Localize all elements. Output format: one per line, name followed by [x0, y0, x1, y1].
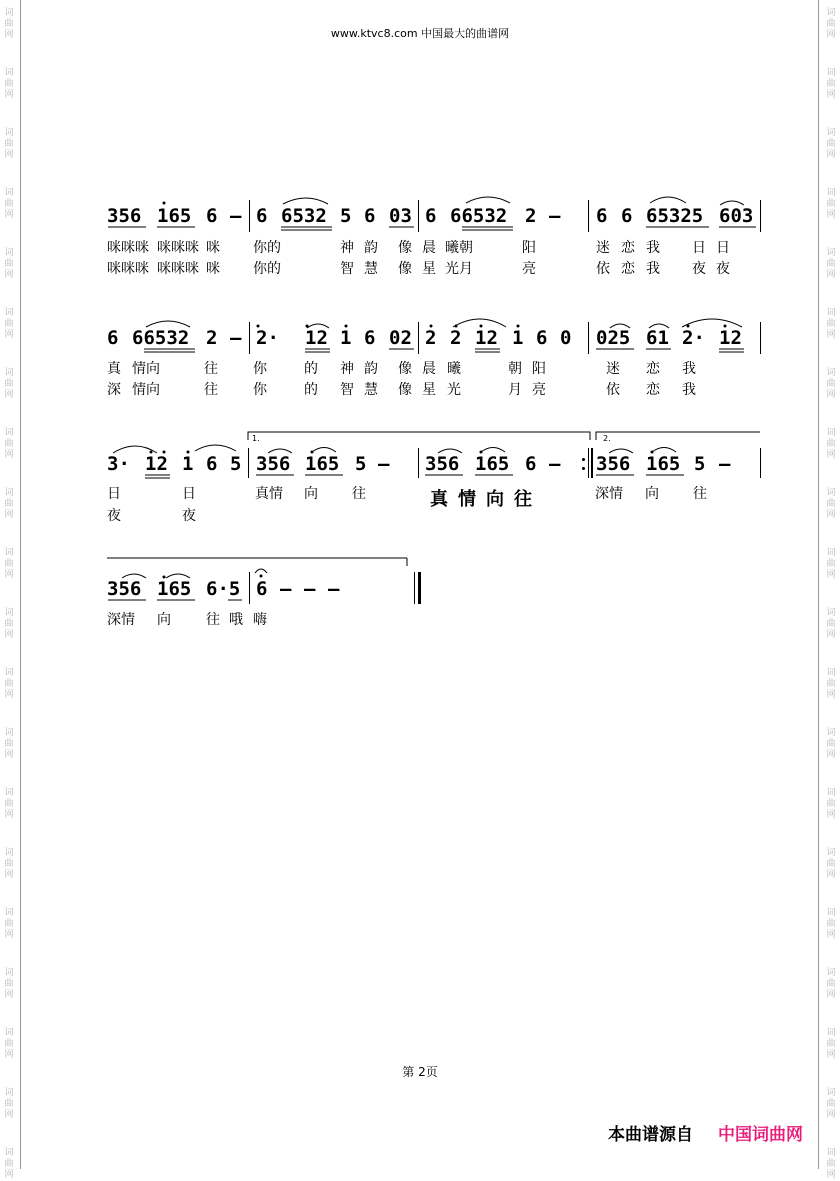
note: 6 — [621, 205, 633, 227]
note: 5 — [694, 453, 706, 475]
note: – — [230, 205, 242, 227]
watermark-glyph-stack: 词 曲 网 — [4, 1028, 14, 1060]
note: 6·5 — [206, 578, 241, 600]
watermark-glyph-stack: 词 曲 网 — [4, 1148, 14, 1180]
lyric: 依 — [606, 382, 620, 398]
lyric: 亮 — [522, 261, 536, 277]
lyric: 智 — [340, 382, 354, 398]
lyric: 往 — [352, 486, 366, 502]
lyric: 深 — [107, 382, 121, 398]
watermark-glyph-stack: 词 曲 网 — [4, 8, 14, 40]
lyric: 往 — [204, 382, 218, 398]
watermark-glyph-stack: 词 曲 网 — [826, 1088, 836, 1120]
watermark-glyph-stack: 词 曲 网 — [4, 908, 14, 940]
note: 6 — [525, 453, 537, 475]
watermark-glyph-stack: 词 曲 网 — [4, 188, 14, 220]
watermark-glyph-stack: 词 曲 网 — [4, 1088, 14, 1120]
lyric: 嗨 — [253, 612, 267, 628]
note: 2 — [206, 327, 218, 349]
lyric: 向 — [157, 612, 171, 628]
lyric: 日 — [182, 486, 196, 502]
lyric: 夜 — [716, 261, 730, 277]
watermark-glyph-stack: 词 曲 网 — [4, 848, 14, 880]
note: 6 — [107, 327, 119, 349]
page-number: 第 2页 — [402, 1065, 438, 1079]
lyric: 像 — [398, 382, 412, 398]
lyric: 智 — [340, 261, 354, 277]
note: 12 — [145, 453, 168, 475]
watermark-glyph-stack: 词 曲 网 — [826, 188, 836, 220]
note: 1 — [182, 453, 194, 475]
note: 165 — [475, 453, 510, 475]
watermark-glyph-stack: 词 曲 网 — [4, 68, 14, 100]
note: 6 — [256, 578, 268, 600]
lyric: 你 — [253, 382, 267, 398]
watermark-glyph-stack: 词 曲 网 — [4, 128, 14, 160]
watermark-glyph-stack: 词 曲 网 — [826, 128, 836, 160]
note: 165 — [157, 205, 192, 227]
note: 2 — [450, 327, 462, 349]
watermark-glyph-stack: 词 曲 网 — [826, 428, 836, 460]
watermark-glyph-stack: 词 曲 网 — [826, 548, 836, 580]
note: – — [328, 578, 340, 600]
lyric: 像 — [398, 361, 412, 377]
header-site-line: www.ktvc8.com 中国最大的曲谱网 — [330, 27, 510, 40]
note: 356 — [256, 453, 291, 475]
watermark-glyph-stack: 词 曲 网 — [4, 968, 14, 1000]
lyric: 咪 — [206, 261, 220, 277]
lyric: 我 — [682, 361, 696, 377]
watermark-glyph-stack: 词 曲 网 — [4, 368, 14, 400]
watermark-glyph-stack: 词 曲 网 — [4, 488, 14, 520]
lyric: 你 — [253, 361, 267, 377]
note: 61 — [646, 327, 669, 349]
lyric: 光月 — [445, 261, 473, 277]
note: 12 — [305, 327, 328, 349]
watermark-glyph-stack: 词 曲 网 — [826, 1028, 836, 1060]
lyric: 深情 — [595, 486, 623, 502]
lyric: 恋 — [646, 382, 660, 398]
lyric: 晨 — [422, 361, 436, 377]
lyric: 像 — [398, 261, 412, 277]
note: 03 — [389, 205, 412, 227]
lyric: 往 — [204, 361, 218, 377]
note: – — [549, 205, 561, 227]
watermark-glyph-stack: 词 曲 网 — [826, 1148, 836, 1180]
lyric: 往 — [693, 486, 707, 502]
lyric: 情向 — [132, 361, 160, 377]
note: – — [378, 453, 390, 475]
note: 65325 — [646, 205, 704, 227]
note: 66532 — [450, 205, 508, 227]
lyric: 星 — [422, 261, 436, 277]
lyric: 韵 — [364, 240, 378, 256]
lyric: 往 — [206, 612, 220, 628]
note: 0 — [560, 327, 572, 349]
lyric: 夜 — [182, 508, 196, 524]
lyric: 我 — [682, 382, 696, 398]
lyric: 恋 — [621, 261, 635, 277]
watermark-glyph-stack: 词 曲 网 — [4, 428, 14, 460]
note: 12 — [719, 327, 742, 349]
watermark-glyph-stack: 词 曲 网 — [826, 68, 836, 100]
note: 5 — [340, 205, 352, 227]
lyric: 我 — [646, 261, 660, 277]
note: – — [304, 578, 316, 600]
volta-1-label: 1. — [252, 434, 260, 443]
lyric: 日 — [692, 240, 706, 256]
note: 5 — [230, 453, 242, 475]
note: – — [549, 453, 561, 475]
watermark-glyph-stack: 词 曲 网 — [826, 728, 836, 760]
lyric: 的 — [304, 361, 318, 377]
source-label: 本曲谱源自 — [608, 1125, 693, 1145]
note: 2 — [425, 327, 437, 349]
watermark-glyph-stack: 词 曲 网 — [4, 728, 14, 760]
lyric: 咪咪咪 — [107, 261, 149, 277]
note: 02 — [389, 327, 412, 349]
lyric: 哦 — [229, 612, 243, 628]
lyric: 神 — [340, 240, 354, 256]
note: 356 — [107, 205, 142, 227]
watermark-glyph-stack: 词 曲 网 — [826, 668, 836, 700]
lyric: 你的 — [253, 261, 281, 277]
watermark-glyph-stack: 词 曲 网 — [826, 968, 836, 1000]
note: 5 — [355, 453, 367, 475]
lyric: 亮 — [532, 382, 546, 398]
lyric: 日 — [107, 486, 121, 502]
lyric: 夜 — [107, 508, 121, 524]
lyric: 月 — [508, 382, 522, 398]
watermark-glyph-stack: 词 曲 网 — [4, 788, 14, 820]
watermark-glyph-stack: 词 曲 网 — [826, 908, 836, 940]
watermark-glyph-stack: 词 曲 网 — [826, 248, 836, 280]
note: 356 — [107, 578, 142, 600]
watermark-glyph-stack: 词 曲 网 — [826, 308, 836, 340]
watermark-glyph-stack: 词 曲 网 — [4, 548, 14, 580]
watermark-glyph-stack: 词 曲 网 — [826, 488, 836, 520]
note: 2 — [525, 205, 537, 227]
lyric: 情向 — [132, 382, 160, 398]
note: 603 — [719, 205, 754, 227]
note: 6 — [425, 205, 437, 227]
note: 6 — [206, 453, 218, 475]
lyric: 咪咪咪 — [157, 240, 199, 256]
note: 165 — [157, 578, 192, 600]
note: 165 — [305, 453, 340, 475]
note: 1 — [512, 327, 524, 349]
source-site-link[interactable]: 中国词曲网 — [718, 1125, 803, 1145]
note: 2· — [682, 327, 705, 349]
lyric: 向 — [304, 486, 318, 502]
lyric: 向 — [645, 486, 659, 502]
lyric: 慧 — [364, 382, 378, 398]
volta-2-label: 2. — [603, 434, 611, 443]
watermark-glyph-stack: 词 曲 网 — [826, 368, 836, 400]
lyric: 神 — [340, 361, 354, 377]
lyric: 像 — [398, 240, 412, 256]
lyric: 朝 — [508, 361, 522, 377]
lyric: 恋 — [646, 361, 660, 377]
lyric: 真情 — [255, 486, 283, 502]
lyric: 晨 — [422, 240, 436, 256]
lyric: 恋 — [621, 240, 635, 256]
lyric: 依 — [596, 261, 610, 277]
lyric: 阳 — [522, 240, 536, 256]
note: 165 — [646, 453, 681, 475]
lyric: 咪咪咪 — [157, 261, 199, 277]
lyric: 阳 — [532, 361, 546, 377]
watermark-glyph-stack: 词 曲 网 — [4, 668, 14, 700]
watermark-glyph-stack: 词 曲 网 — [826, 848, 836, 880]
note: – — [230, 327, 242, 349]
lyric: 咪咪咪 — [107, 240, 149, 256]
note: 66532 — [132, 327, 190, 349]
lyric: 迷 — [596, 240, 610, 256]
lyric: 的 — [304, 382, 318, 398]
lyric: 慧 — [364, 261, 378, 277]
lyric: 你的 — [253, 240, 281, 256]
lyric: 光 — [447, 382, 461, 398]
lyric: 深情 — [107, 612, 135, 628]
note: 025 — [596, 327, 631, 349]
note: 6 — [364, 327, 376, 349]
watermark-glyph-stack: 词 曲 网 — [4, 608, 14, 640]
note: 356 — [425, 453, 460, 475]
lyric: 夜 — [692, 261, 706, 277]
lyric: 我 — [646, 240, 660, 256]
note: 12 — [475, 327, 498, 349]
note: 3· — [107, 453, 130, 475]
watermark-glyph-stack: 词 曲 网 — [826, 608, 836, 640]
lyric: 曦朝 — [445, 240, 473, 256]
note: 6532 — [281, 205, 327, 227]
note: – — [280, 578, 292, 600]
note: 356 — [596, 453, 631, 475]
watermark-glyph-stack: 词 曲 网 — [826, 788, 836, 820]
note: 6 — [364, 205, 376, 227]
watermark-glyph-stack: 词 曲 网 — [4, 248, 14, 280]
note: 2· — [256, 327, 279, 349]
note: 6 — [256, 205, 268, 227]
watermark-glyph-stack: 词 曲 网 — [826, 8, 836, 40]
note: 6 — [206, 205, 218, 227]
note: 6 — [536, 327, 548, 349]
lyric: 韵 — [364, 361, 378, 377]
lyric: 咪 — [206, 240, 220, 256]
lyric: 真 — [107, 361, 121, 377]
note: – — [719, 453, 731, 475]
lyric: 曦 — [447, 361, 461, 377]
lyric: 迷 — [606, 361, 620, 377]
note: 6 — [596, 205, 608, 227]
watermark-glyph-stack: 词 曲 网 — [4, 308, 14, 340]
lyric: 星 — [422, 382, 436, 398]
note: 1 — [340, 327, 352, 349]
ending-lyric: 真情向往 — [430, 489, 542, 510]
lyric: 日 — [716, 240, 730, 256]
